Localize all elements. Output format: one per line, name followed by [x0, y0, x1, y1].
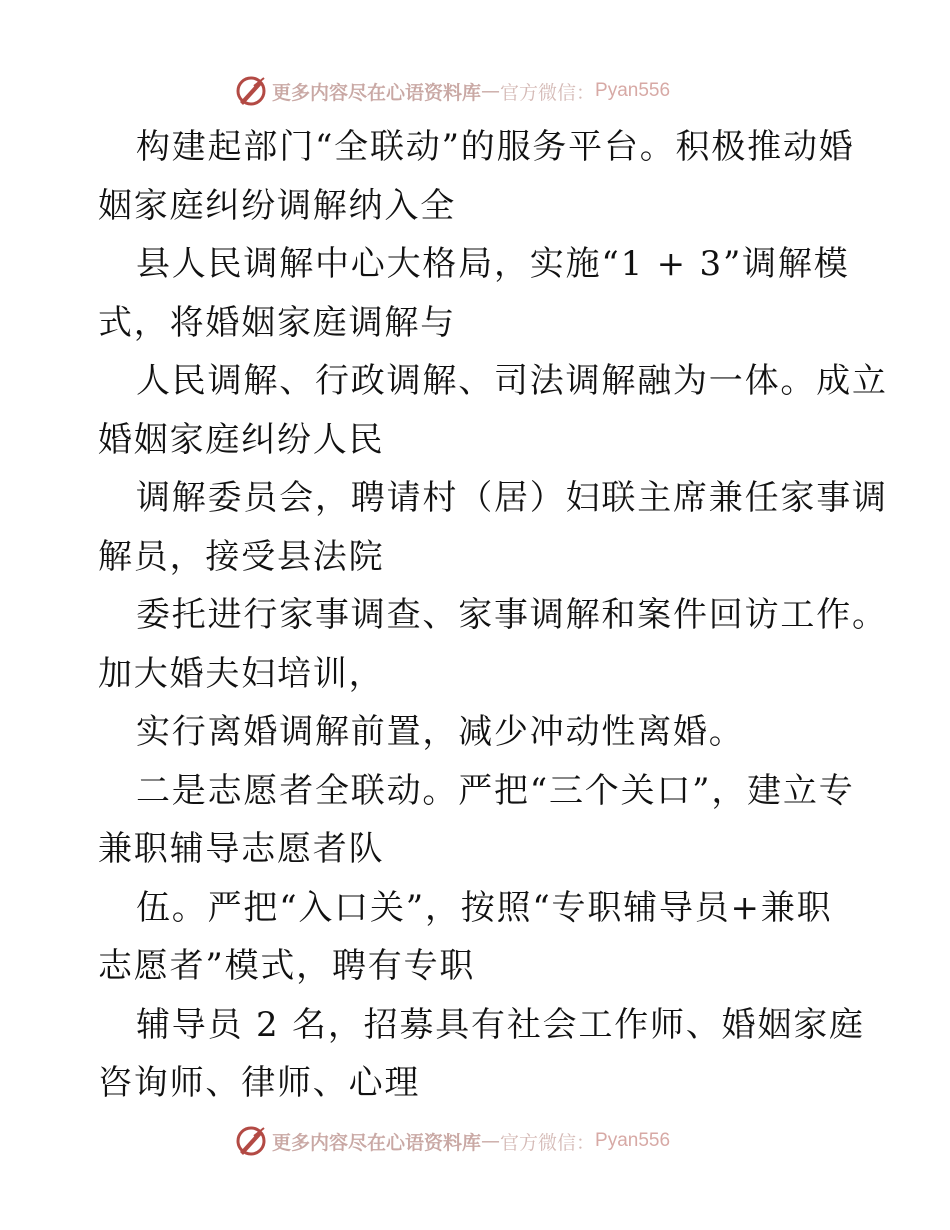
text-line: 辅导员 2 名，招募具有社会工作师、婚姻家庭: [136, 1004, 865, 1045]
text-line: 县人民调解中心大格局，实施“1 + 3”调解模: [136, 244, 850, 284]
text-line: 伍。严把“入口关”，按照“专职辅导员+兼职: [136, 887, 833, 928]
header-watermark: [234, 74, 670, 108]
text-line: 构建起部门“全联动”的服务平台。积极推动婚: [136, 127, 855, 167]
document-body: [98, 118, 888, 1113]
watermark-wechat-id: Pyan556: [595, 1130, 671, 1151]
watermark-wechat-id: Pyan556: [595, 80, 671, 101]
text-line: 解员，接受县法院: [98, 536, 385, 577]
text-line: 姻家庭纠纷调解纳入全: [98, 185, 456, 226]
text-line: 二是志愿者全联动。严把“三个关口”，建立专: [136, 770, 855, 811]
watermark-main-text: 更多内容尽在心语资料库: [272, 1131, 482, 1154]
watermark-main-text: 更多内容尽在心语资料库: [272, 81, 482, 104]
watermark-wechat-label: 官方微信：: [500, 1131, 596, 1154]
text-line: 调解委员会，聘请村（居）妇联主席兼任家事调: [136, 478, 888, 518]
watermark-wechat-label: 官方微信：: [500, 81, 596, 104]
text-line: 咨询师、律师、心理: [98, 1063, 421, 1103]
watermark-separator: —: [481, 1130, 501, 1152]
quill-logo-icon: [234, 1124, 268, 1158]
text-line: 加大婚夫妇培训，: [98, 653, 385, 694]
watermark-separator: —: [481, 80, 501, 102]
text-line: 委托进行家事调查、家事调解和案件回访工作。: [136, 595, 888, 635]
text-line: 式，将婚姻家庭调解与: [98, 302, 456, 343]
text-line: 志愿者”模式，聘有专职: [98, 946, 476, 986]
text-line: 实行离婚调解前置，减少冲动性离婚。: [136, 712, 745, 752]
quill-logo-icon: [234, 74, 268, 108]
footer-watermark: [234, 1124, 670, 1158]
text-line: 婚姻家庭纠纷人民: [98, 419, 385, 460]
text-line: 兼职辅导志愿者队: [98, 829, 385, 869]
text-line: 人民调解、行政调解、司法调解融为一体。成立: [136, 361, 888, 401]
